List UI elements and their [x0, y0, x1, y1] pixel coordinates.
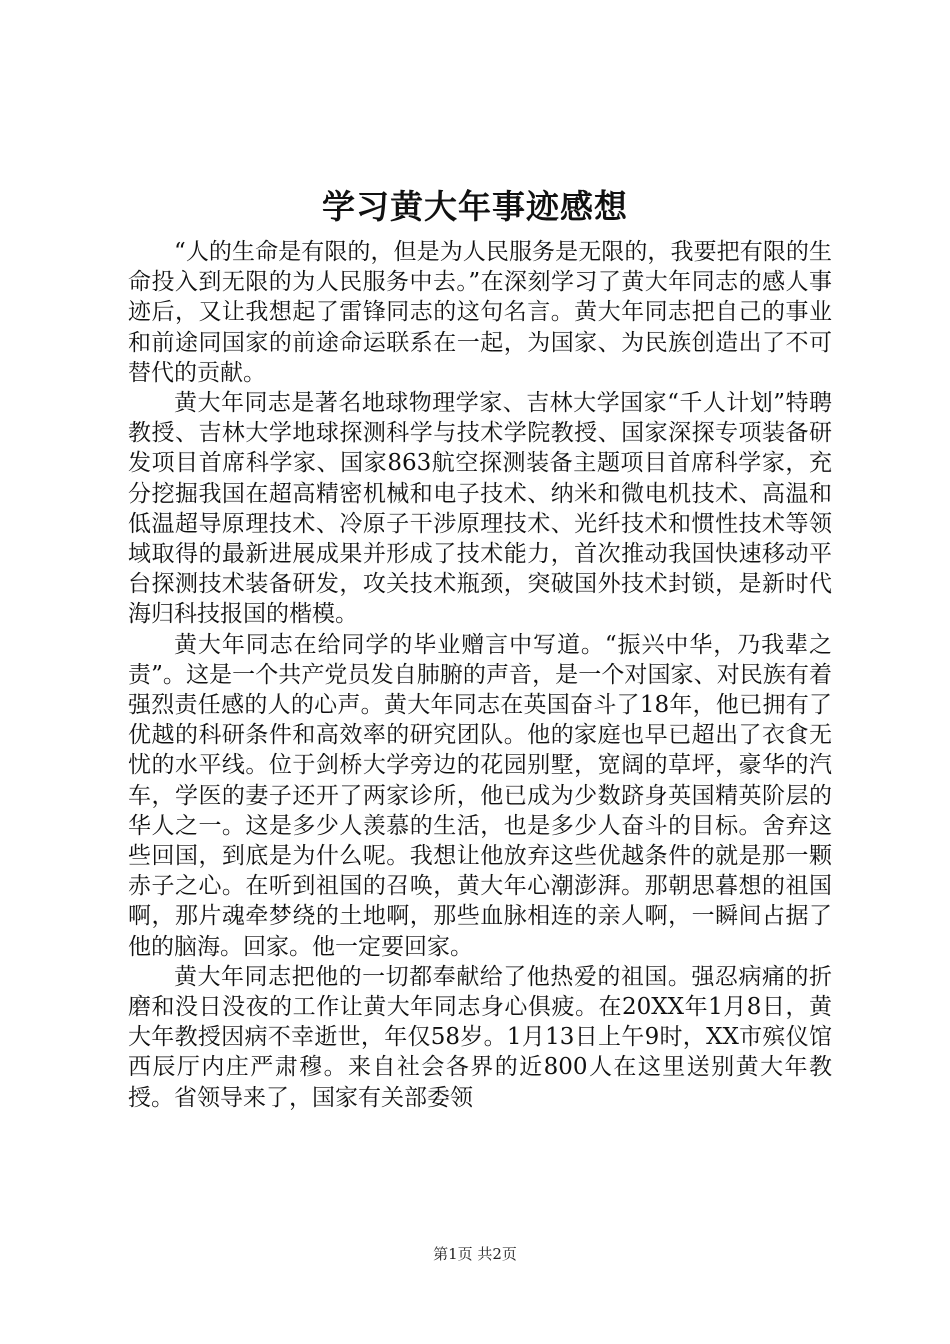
page-number-footer: 第1页 共2页 [433, 1245, 517, 1263]
document-title: 学习黄大年事迹感想 [322, 187, 628, 226]
paragraph: “人的生命是有限的，但是为人民服务是无限的，我要把有限的生命投入到无限的为人民服务中去。”在深刻学习了黄大年同志的感人事迹后，又让我想起了雷锋同志的这句名言。黄大年同志把自己的事业和前途同国家的前途命运联系在一起，为国家、为民族创造出了不可替代的贡献。 [128, 239, 832, 386]
paragraph: 黄大年同志把他的一切都奉献给了他热爱的祖国。强忍病痛的折磨和没日没夜的工作让黄大年同志身心俱疲。在20XX年1月8日，黄大年教授因病不幸逝世，年仅58岁。1月13日上午9时，XX市殡仪馆西辰厅内庄严肃穆。来自社会各界的近800人在这里送别黄大年教授。省领导来了，国家有关部委领 [128, 963, 832, 1111]
document-body [128, 237, 832, 1113]
paragraph: 黄大年同志在给同学的毕业赠言中写道。“振兴中华，乃我辈之责”。这是一个共产党员发自肺腑的声音，是一个对国家、对民族有着强烈责任感的人的心声。黄大年同志在英国奋斗了18年，他已拥有了优越的科研条件和高效率的研究团队。他的家庭也早已超出了衣食无忧的水平线。位于剑桥大学旁边的花园别墅，宽阔的草坪，豪华的汽车，学医的妻子还开了两家诊所，他已成为少数跻身英国精英阶层的华人之一。这是多少人羡慕的生活，也是多少人奋斗的目标。舍弃这些回国，到底是为什么呢。我想让他放弃这些优越条件的就是那一颗赤子之心。在听到祖国的召唤，黄大年心潮澎湃。那朝思暮想的祖国啊，那片魂牵梦绕的土地啊，那些血脉相连的亲人啊，一瞬间占据了他的脑海。回家。他一定要回家。 [128, 631, 832, 960]
paragraph: 黄大年同志是著名地球物理学家、吉林大学国家“千人计划”特聘教授、吉林大学地球探测科学与技术学院教授、国家深探专项装备研发项目首席科学家、国家863航空探测装备主题项目首席科学家，充分挖掘我国在超高精密机械和电子技术、纳米和微电机技术、高温和低温超导原理技术、冷原子干涉原理技术、光纤技术和惯性技术等领域取得的最新进展成果并形成了技术能力，首次推动我国快速移动平台探测技术装备研发，攻关技术瓶颈，突破国外技术封锁，是新时代海归科技报国的楷模。 [128, 390, 832, 628]
